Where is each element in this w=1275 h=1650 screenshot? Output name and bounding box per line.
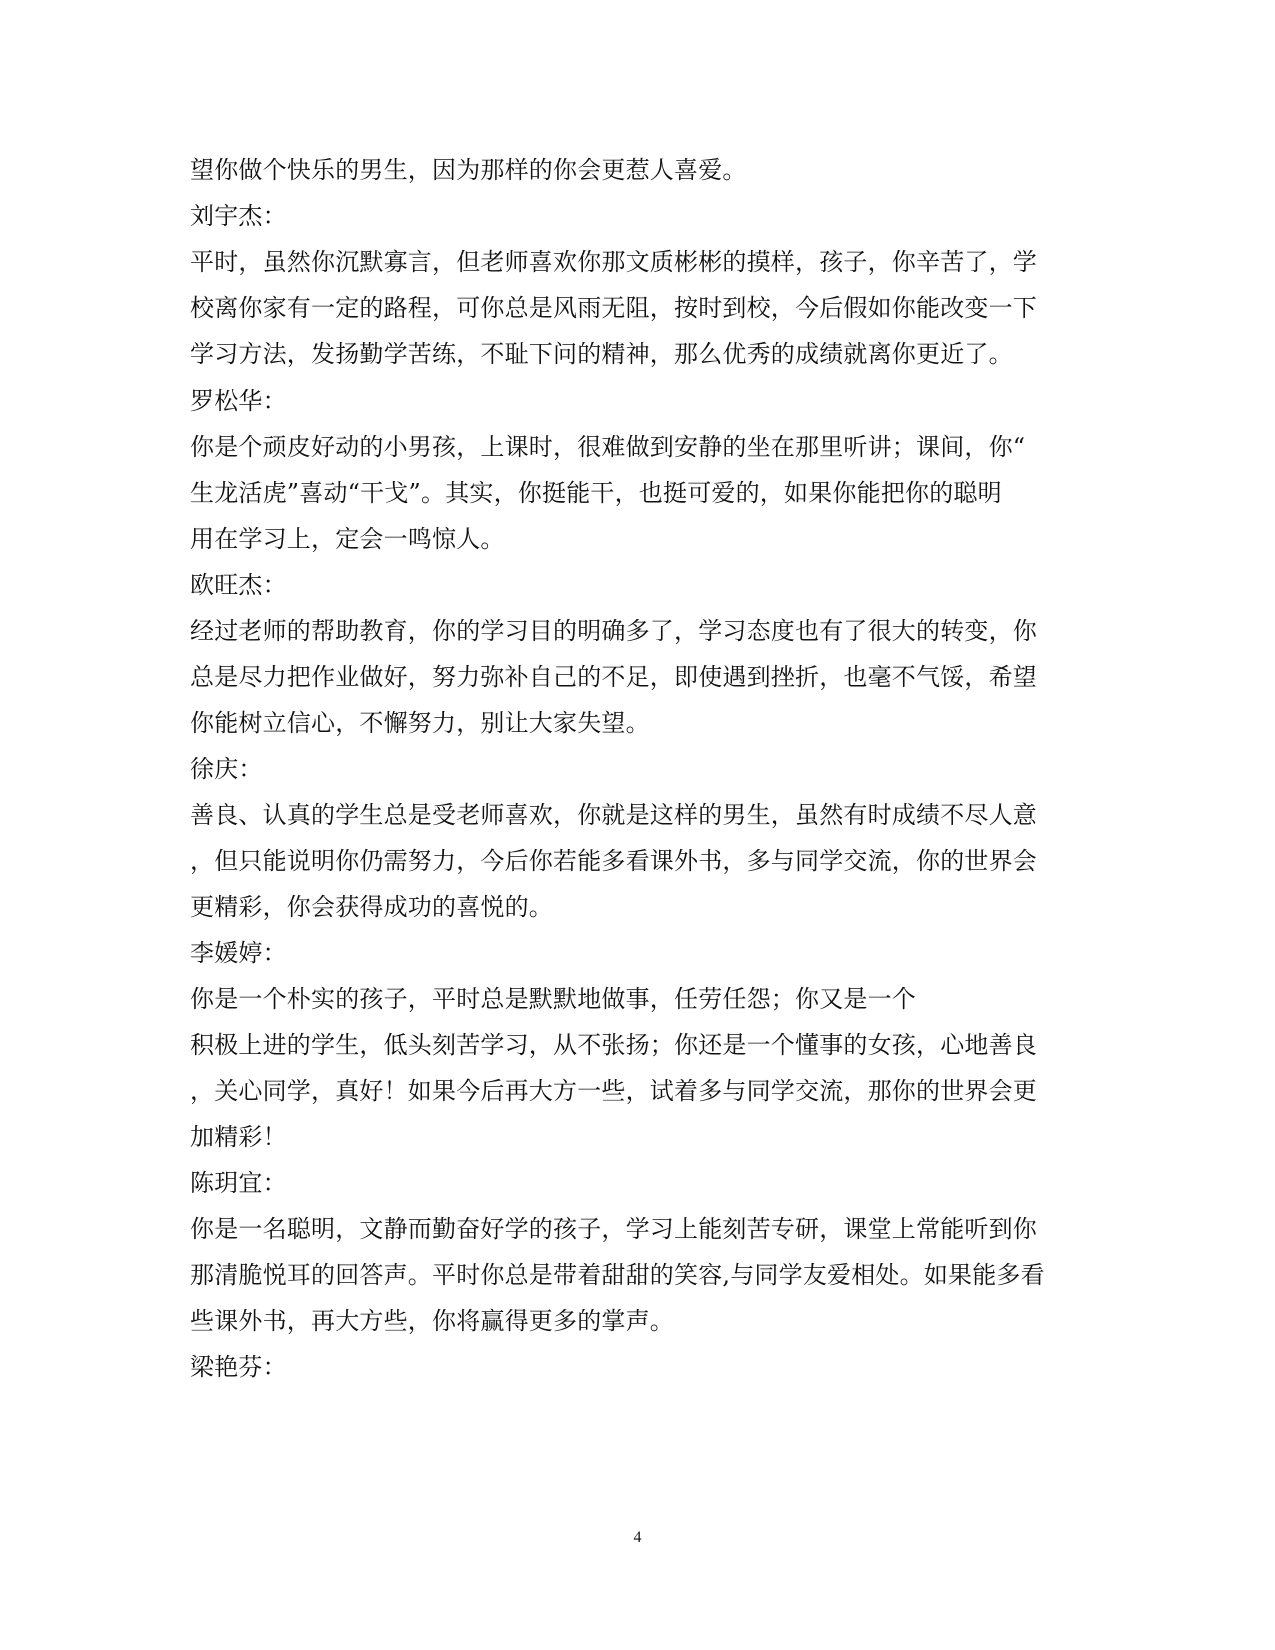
paragraph-line: 积极上进的学生，低头刻苦学习，从不张扬；你还是一个懂事的女孩，心地善良 xyxy=(190,1031,1037,1059)
paragraph-line: 生龙活虎”喜动“干戈”。其实，你挺能干，也挺可爱的，如果你能把你的聪明 xyxy=(190,479,1002,507)
paragraph-line: 善良、认真的学生总是受老师喜欢，你就是这样的男生，虽然有时成绩不尽人意 xyxy=(190,801,1037,829)
student-name-heading: 罗松华： xyxy=(190,387,287,415)
student-name-heading: 徐庆： xyxy=(190,755,263,783)
paragraph-line: 你是一名聪明，文静而勤奋好学的孩子，学习上能刻苦专研，课堂上常能听到你 xyxy=(190,1215,1037,1243)
paragraph-line: ，但只能说明你仍需努力，今后你若能多看课外书，多与同学交流，你的世界会 xyxy=(190,847,1037,875)
paragraph-line: 平时，虽然你沉默寡言，但老师喜欢你那文质彬彬的摸样，孩子，你辛苦了，学 xyxy=(190,248,1037,276)
paragraph-line: 你是个顽皮好动的小男孩，上课时，很难做到安静的坐在那里听讲；课间，你“ xyxy=(190,433,1026,461)
paragraph-line: 那清脆悦耳的回答声。平时你总是带着甜甜的笑容,与同学友爱相处。如果能多看 xyxy=(190,1261,1045,1289)
student-name-heading: 李媛婷： xyxy=(190,939,287,967)
paragraph-line: 你是一个朴实的孩子，平时总是默默地做事，任劳任怨；你又是一个 xyxy=(190,985,916,1013)
student-name-heading: 陈玥宜： xyxy=(190,1169,287,1197)
paragraph-line: 加精彩！ xyxy=(190,1123,287,1151)
student-name-heading: 刘宇杰： xyxy=(190,202,287,230)
student-name-heading: 梁艳芬： xyxy=(190,1353,287,1381)
paragraph-line: 学习方法，发扬勤学苦练，不耻下问的精神，那么优秀的成绩就离你更近了。 xyxy=(190,340,1013,368)
paragraph-line: 经过老师的帮助教育，你的学习目的明确多了，学习态度也有了很大的转变，你 xyxy=(190,617,1037,645)
paragraph-line: 些课外书，再大方些，你将赢得更多的掌声。 xyxy=(190,1307,674,1335)
paragraph-line: 更精彩，你会获得成功的喜悦的。 xyxy=(190,893,553,921)
paragraph-line: 校离你家有一定的路程，可你总是风雨无阻，按时到校，今后假如你能改变一下 xyxy=(190,294,1037,322)
page-number: 4 xyxy=(633,1529,642,1546)
paragraph-line: 望你做个快乐的男生，因为那样的你会更惹人喜爱。 xyxy=(190,156,747,184)
student-name-heading: 欧旺杰： xyxy=(190,571,287,599)
paragraph-line: ，关心同学，真好！如果今后再大方一些，试着多与同学交流，那你的世界会更 xyxy=(190,1077,1037,1105)
paragraph-line: 总是尽力把作业做好，努力弥补自己的不足，即使遇到挫折，也毫不气馁，希望 xyxy=(190,663,1037,691)
paragraph-line: 用在学习上，定会一鸣惊人。 xyxy=(190,525,505,553)
paragraph-line: 你能树立信心，不懈努力，别让大家失望。 xyxy=(190,709,650,737)
